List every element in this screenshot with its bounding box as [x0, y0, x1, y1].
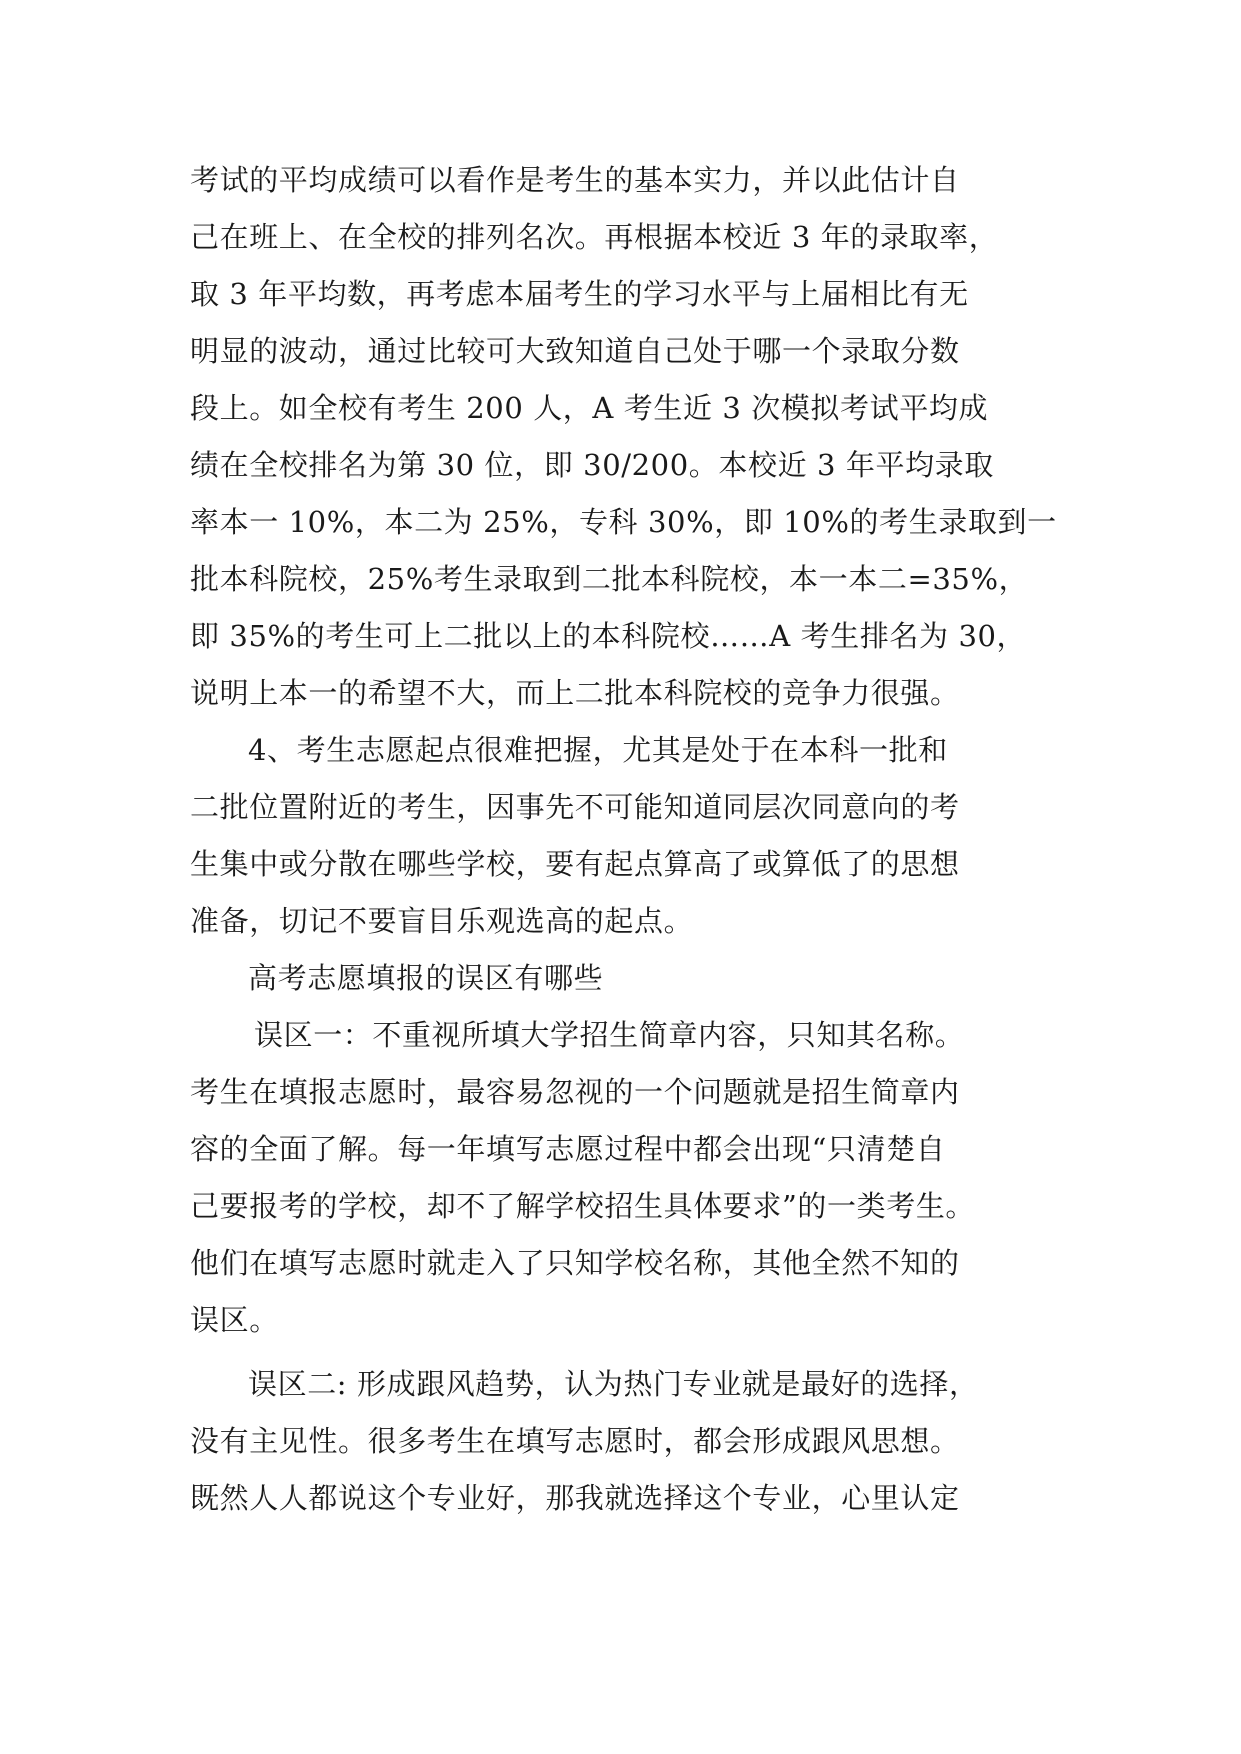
text-line: 即 35%的考生可上二批以上的本科院校……A 考生排名为 30，: [190, 619, 1027, 653]
text-line: 取 3 年平均数，再考虑本届考生的学习水平与上届相比有无: [190, 277, 969, 311]
text-line: 误区二: 形成跟风趋势，认为热门专业就是最好的选择，: [248, 1367, 979, 1401]
text-line: 误区一：不重视所填大学招生简章内容，只知其名称。: [254, 1018, 965, 1052]
text-line: 4、考生志愿起点很难把握，尤其是处于在本科一批和: [248, 733, 948, 767]
section-heading: 高考志愿填报的误区有哪些: [248, 961, 604, 995]
text-line: 没有主见性。很多考生在填写志愿时，都会形成跟风思想。: [190, 1424, 960, 1458]
text-line: 段上。如全校有考生 200 人，A 考生近 3 次模拟考试平均成: [190, 391, 989, 425]
text-line: 明显的波动，通过比较可大致知道自己处于哪一个录取分数: [190, 334, 960, 368]
text-line: 说明上本一的希望不大，而上二批本科院校的竞争力很强。: [190, 676, 960, 710]
text-line: 批本科院校，25%考生录取到二批本科院校，本一本二=35%，: [190, 562, 1029, 596]
text-line: 容的全面了解。每一年填写志愿过程中都会出现“只清楚自: [190, 1132, 946, 1166]
text-line: 考生在填报志愿时，最容易忽视的一个问题就是招生简章内: [190, 1075, 960, 1109]
text-line: 误区。: [190, 1303, 279, 1337]
text-line: 率本一 10%，本二为 25%，专科 30%，即 10%的考生录取到一: [190, 505, 1057, 539]
text-line: 二批位置附近的考生，因事先不可能知道同层次同意向的考: [190, 790, 960, 824]
text-line: 考试的平均成绩可以看作是考生的基本实力，并以此估计自: [190, 163, 960, 197]
text-line: 己要报考的学校，却不了解学校招生具体要求”的一类考生。: [190, 1189, 976, 1223]
text-line: 己在班上、在全校的排列名次。再根据本校近 3 年的录取率，: [190, 220, 999, 254]
text-line: 既然人人都说这个专业好，那我就选择这个专业，心里认定: [190, 1481, 960, 1515]
text-line: 绩在全校排名为第 30 位，即 30/200。本校近 3 年平均录取: [190, 448, 994, 482]
text-line: 他们在填写志愿时就走入了只知学校名称，其他全然不知的: [190, 1246, 960, 1280]
text-line: 准备，切记不要盲目乐观选高的起点。: [190, 904, 694, 938]
text-line: 生集中或分散在哪些学校，要有起点算高了或算低了的思想: [190, 847, 960, 881]
